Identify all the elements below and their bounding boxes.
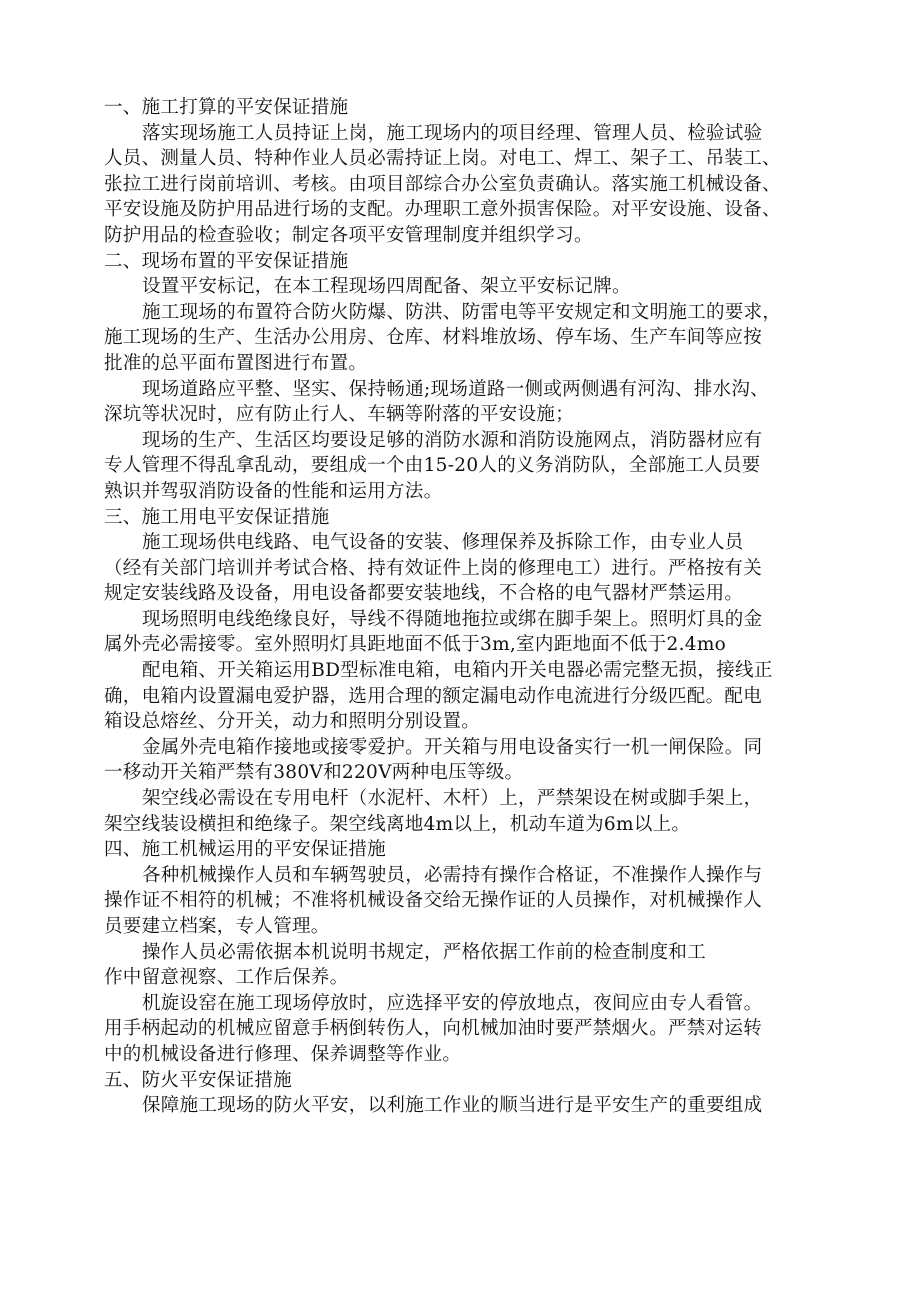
- paragraph-line: 现场道路应平整、坚实、保持畅通;现场道路一侧或两侧遇有河沟、排水沟、: [142, 378, 769, 400]
- paragraph-line: 架空线必需设在专用电杆（水泥杆、木杆）上，严禁架设在树或脚手架上，: [142, 788, 763, 810]
- paragraph: [104, 991, 824, 1068]
- paragraph-line: 落实现场施工人员持证上岗，施工现场内的项目经理、管理人员、检验试验: [142, 122, 763, 144]
- paragraph-line: 属外壳必需接零。室外照明灯具距地面不低于3m,室内距地面不低于2.4mo: [104, 634, 727, 656]
- paragraph: [104, 863, 824, 940]
- section-heading: 五、防火平安保证措施: [104, 1069, 293, 1091]
- paragraph-line: 架空线装设横担和绝缘子。架空线离地4m以上，机动车道为6m以上。: [104, 813, 691, 835]
- paragraph-line: 张拉工进行岗前培训、考核。由项目部综合办公室负责确认。落实施工机械设备、: [104, 173, 781, 195]
- paragraph-line: 施工现场的布置符合防火防爆、防洪、防雷电等平安规定和文明施工的要求，: [142, 301, 782, 323]
- paragraph-line: 熟识并驾驭消防设备的性能和运用方法。: [104, 480, 443, 502]
- paragraph-line: 设置平安标记，在本工程现场四周配备、架立平安标记牌。: [142, 276, 631, 298]
- section-heading: 三、施工用电平安保证措施: [104, 506, 330, 528]
- paragraph-line: 金属外壳电箱作接地或接零爱护。开关箱与用电设备实行一机一闸保险。同: [142, 736, 763, 758]
- paragraph-line: 机旋设窑在施工现场停放时，应选择平安的停放地点，夜间应由专人看管。: [142, 992, 763, 1014]
- paragraph: [104, 121, 824, 249]
- paragraph-line: 平安设施及防护用品进行场的支配。办理职工意外损害保险。对平安设施、设备、: [104, 199, 781, 221]
- paragraph: [104, 940, 824, 991]
- paragraph-line: 一移动开关箱严禁有380V和220V两种电压等级。: [104, 762, 524, 784]
- paragraph-line: 配电箱、开关箱运用BD型标准电箱，电箱内开关电器必需完整无损，接线正: [142, 660, 773, 682]
- paragraph-line: 人员、测量人员、特种作业人员必需持证上岗。对电工、焊工、架子工、吊装工、: [104, 148, 781, 170]
- paragraph-line: 中的机械设备进行修理、保养调整等作业。: [104, 1043, 462, 1065]
- paragraph-line: （经有关部门培训并考试合格、持有效证件上岗的修理电工）进行。严格按有关: [104, 557, 763, 579]
- paragraph-line: 施工现场供电线路、电气设备的安装、修理保养及拆除工作，由专业人员: [142, 532, 744, 554]
- paragraph: [104, 377, 824, 428]
- paragraph: [104, 1093, 824, 1119]
- paragraph: [104, 607, 824, 658]
- paragraph-line: 操作人员必需依据本机说明书规定，严格依据工作前的检查制度和工: [142, 941, 707, 963]
- document-page: [104, 95, 824, 1119]
- paragraph-line: 施工现场的生产、生活办公用房、仓库、材料堆放场、停车场、生产车间等应按: [104, 327, 763, 349]
- paragraph-line: 现场的生产、生活区均要设足够的消防水源和消防设施网点，消防器材应有: [142, 429, 763, 451]
- paragraph: [104, 658, 824, 735]
- paragraph-line: 防护用品的检查验收；制定各项平安管理制度并组织学习。: [104, 224, 593, 246]
- paragraph-line: 员要建立档案，专人管理。: [104, 916, 330, 937]
- paragraph-line: 各种机械操作人员和车辆驾驶员，必需持有操作合格证，不准操作人操作与: [142, 864, 763, 886]
- paragraph: [104, 786, 824, 837]
- section-heading: 四、施工机械运用的平安保证措施: [104, 839, 387, 861]
- section-heading: 一、施工打算的平安保证措施: [104, 97, 349, 118]
- paragraph: [104, 428, 824, 505]
- paragraph-line: 专人管理不得乱拿乱动，要组成一个由15-20人的义务消防队，全部施工人员要: [104, 455, 761, 477]
- paragraph-line: 作中留意视察、工作后保养。: [104, 967, 349, 989]
- paragraph-line: 保障施工现场的防火平安，以利施工作业的顺当进行是平安生产的重要组成: [142, 1095, 763, 1117]
- paragraph-line: 箱设总熔丝、分开关，动力和照明分别设置。: [104, 711, 481, 733]
- paragraph-line: 规定安装线路及设备，用电设备都要安装地线，不合格的电气器材严禁运用。: [104, 583, 744, 605]
- paragraph-line: 批准的总平面布置图进行布置。: [104, 352, 368, 374]
- paragraph: [104, 274, 824, 300]
- paragraph-line: 现场照明电线绝缘良好，导线不得随地拖拉或绑在脚手架上。照明灯具的金: [142, 608, 763, 630]
- paragraph-line: 用手柄起动的机械应留意手柄倒转伤人，向机械加油时要严禁烟火。严禁对运转: [104, 1018, 763, 1040]
- paragraph: [104, 300, 824, 377]
- paragraph-line: 操作证不相符的机械；不准将机械设备交给无操作证的人员操作，对机械操作人: [104, 890, 763, 912]
- paragraph-line: 深坑等状况时，应有防止行人、车辆等附落的平安设施；: [104, 404, 575, 426]
- paragraph: [104, 735, 824, 786]
- paragraph-line: 确，电箱内设置漏电爱护器，选用合理的额定漏电动作电流进行分级匹配。配电: [104, 685, 763, 707]
- section-heading: 二、现场布置的平安保证措施: [104, 250, 349, 272]
- paragraph: [104, 530, 824, 607]
